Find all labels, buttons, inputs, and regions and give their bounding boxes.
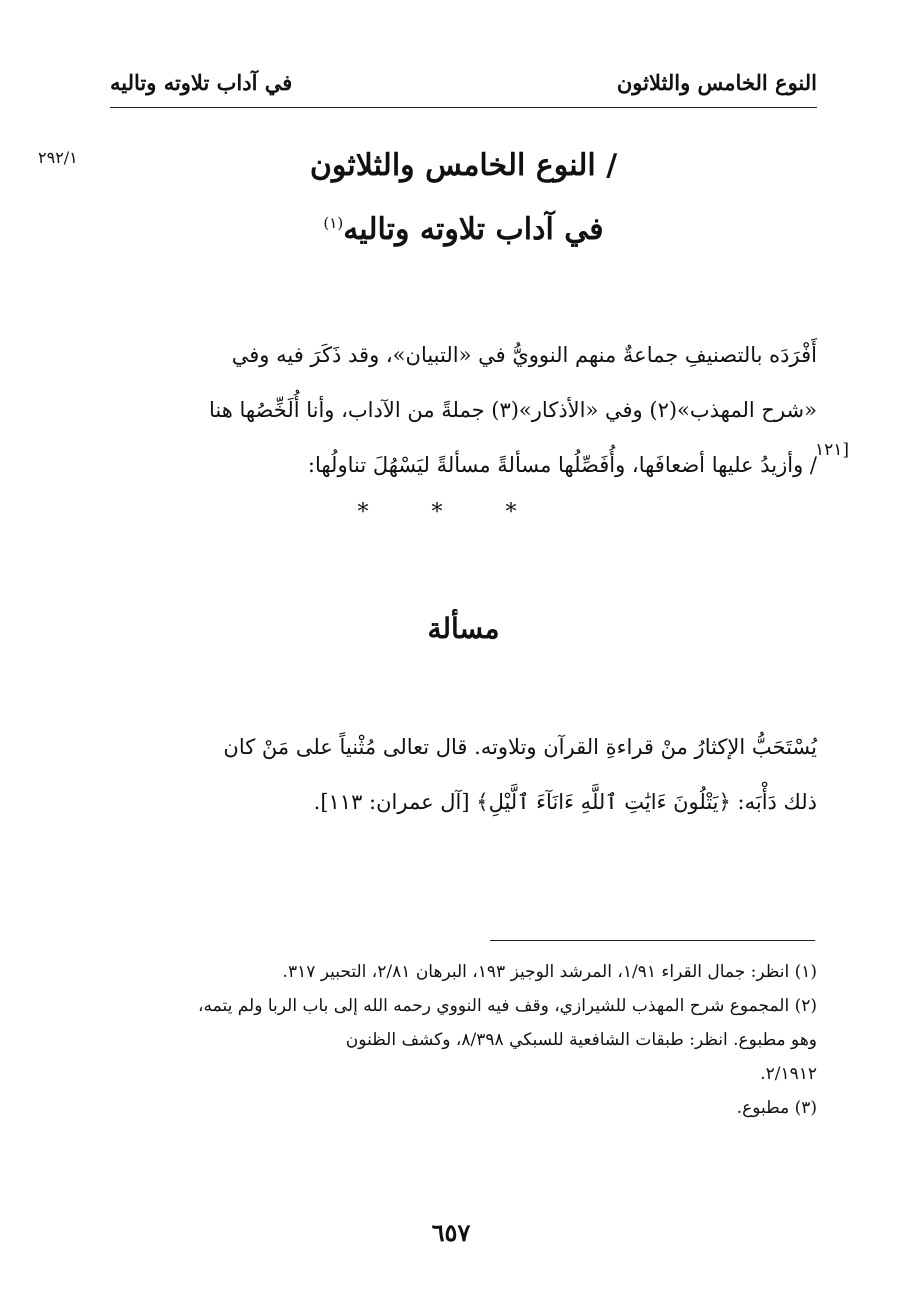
running-header [110, 70, 817, 104]
running-header-left: في آداب تلاوته وتاليه [110, 70, 293, 95]
footnotes [110, 955, 817, 1125]
footnote: (٣) مطبوع. [736, 1098, 817, 1118]
intro-line: «شرح المهذب»(٢) وفي «الأذكار»(٣) جملةً من الآداب، وأنا أُلَخِّصُها هنا [208, 398, 817, 422]
page-number: ٦٥٧ [431, 1218, 471, 1247]
section-heading: مسألة [427, 612, 500, 645]
footnote-continuation: وهو مطبوع. انظر: طبقات الشافعية للسبكي ٨/٣٩٨، وكشف الظنون [345, 1030, 817, 1050]
section-divider-stars: * * * [357, 500, 545, 525]
masala-line: يُسْتَحَبُّ الإكثارُ منْ قراءةِ القرآن وتلاوته. قال تعالى مُثْنياً على مَنْ كان [223, 735, 817, 759]
footnote-ref-1: (١) [323, 214, 344, 232]
footnote-rule [490, 940, 815, 941]
running-header-right: النوع الخامس والثلاثون [616, 70, 817, 95]
intro-line: / وأزيدُ عليها أضعافَها، وأُفَصِّلُها مسألةً مسألةً ليَسْهُلَ تناولُها: [307, 453, 817, 477]
footnote: (٢) المجموع شرح المهذب للشيرازي، وقف فيه النووي رحمه الله إلى باب الربا ولم يتمه، [198, 996, 817, 1016]
intro-paragraph [110, 328, 817, 493]
intro-line: أَفْرَدَه بالتصنيفِ جماعةٌ منهم النوويُّ في «التبيان»، وقد ذَكَرَ فيه وفي [231, 343, 817, 367]
chapter-subtitle [110, 212, 817, 247]
margin-bracket-reference: [١٢١ [815, 440, 850, 460]
footnote-continuation: ٢/١٩١٢. [760, 1064, 817, 1084]
margin-reference: ٢٩٢/١ [38, 148, 78, 167]
masala-line: ذلك دَأْبَه: ﴿يَتْلُونَ ءَايَٰتِ ٱللَّهِ ءَانَآءَ ٱلَّيْلِ﴾ [آل عمران: ١١٣]. [313, 790, 817, 814]
masala-paragraph [110, 720, 817, 830]
chapter-title: / النوع الخامس والثلاثون [309, 148, 618, 183]
chapter-subtitle-text: في آداب تلاوته وتاليه [343, 212, 604, 247]
footnote: (١) انظر: جمال القراء ١/٩١، المرشد الوجيز ١٩٣، البرهان ٢/٨١، التحبير ٣١٧. [282, 962, 817, 982]
header-rule [110, 107, 817, 108]
